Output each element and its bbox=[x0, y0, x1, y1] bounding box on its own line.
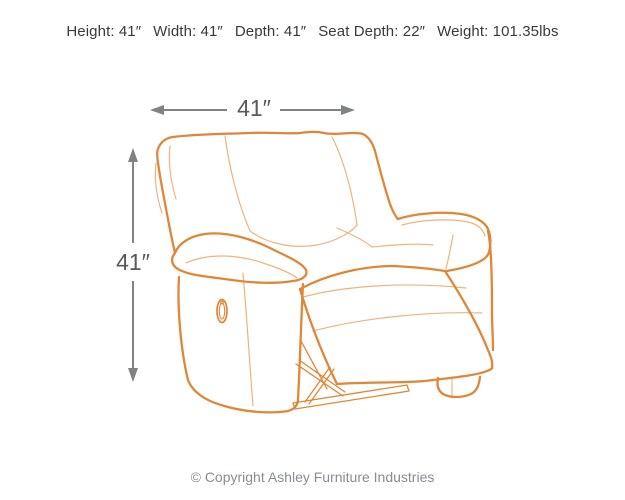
width-dimension-label: 41″ bbox=[237, 95, 271, 121]
left-armpad-seam bbox=[186, 256, 297, 278]
arrowhead-down bbox=[128, 368, 138, 382]
recliner-seams bbox=[155, 136, 485, 406]
seat-edge bbox=[372, 244, 433, 247]
spec-weight: Weight: 101.35lbs bbox=[437, 23, 559, 40]
back-left-seam bbox=[169, 146, 176, 199]
copyright-text: © Copyright Ashley Furniture Industries bbox=[190, 469, 435, 485]
spec-seat-depth: Seat Depth: 22″ bbox=[318, 23, 426, 40]
backrest-outline bbox=[157, 132, 398, 253]
power-button bbox=[217, 300, 227, 323]
arrowhead-left bbox=[150, 105, 164, 115]
footrest-bottom-edge bbox=[337, 368, 492, 384]
left-panel-seam bbox=[243, 273, 253, 406]
arrowhead-right bbox=[341, 105, 355, 115]
power-button-inner bbox=[219, 303, 224, 319]
spec-width: Width: 41″ bbox=[153, 23, 223, 40]
seat-crease bbox=[337, 228, 372, 247]
spec-height: Height: 41″ bbox=[66, 23, 142, 40]
left-armrest-pad bbox=[172, 233, 306, 282]
right-armrest-pad bbox=[398, 213, 490, 271]
left-front-panel bbox=[178, 277, 303, 412]
cushion-seam-right bbox=[332, 137, 357, 225]
right-armpad-seam bbox=[402, 220, 485, 236]
footrest-seam-1 bbox=[303, 285, 466, 297]
recliner-mechanism bbox=[293, 341, 409, 409]
recliner-outline bbox=[157, 132, 493, 413]
spec-depth: Depth: 41″ bbox=[234, 23, 307, 40]
base-rail bbox=[293, 385, 409, 409]
cushion-seam-left bbox=[225, 136, 250, 231]
right-foot bbox=[438, 377, 480, 397]
footrest-right-edge bbox=[445, 271, 492, 368]
footrest-seam-2 bbox=[313, 313, 482, 331]
height-dimension-label: 41″ bbox=[116, 249, 150, 275]
cushion-seam-bottom bbox=[250, 225, 357, 246]
right-front-seam bbox=[446, 235, 453, 269]
arrowhead-up bbox=[128, 148, 138, 162]
